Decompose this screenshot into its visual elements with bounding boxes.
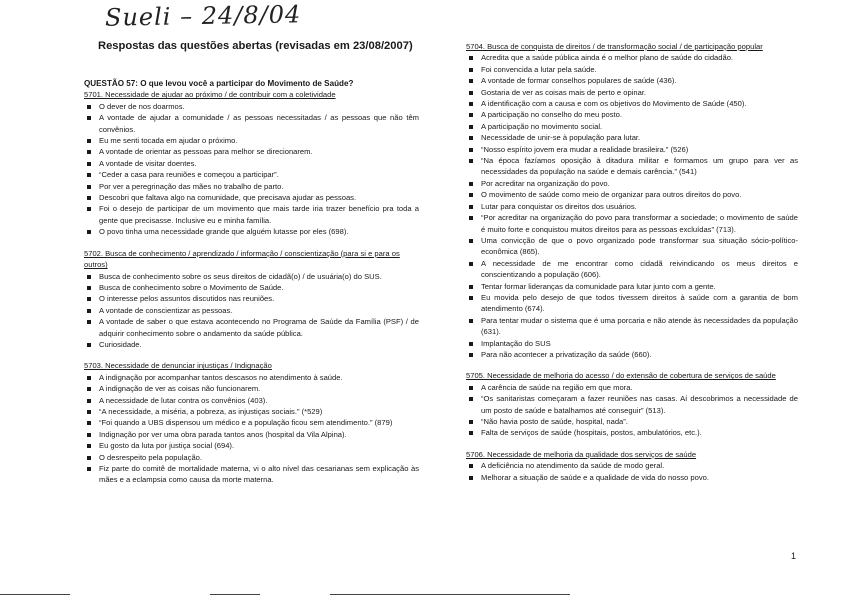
answer-list — [466, 382, 798, 439]
list-item: A participação no conselho do meu posto. — [466, 109, 798, 120]
list-item: Descobri que faltava algo na comunidade, que precisava ajudar as pessoas. — [84, 192, 419, 203]
footer-rule — [330, 594, 570, 595]
page-number: 1 — [791, 551, 797, 561]
scan-footer-lines — [0, 594, 841, 600]
list-item: “Na época fazíamos oposição à ditadura militar e formamos um grupo para ver as necessidades da população na saúde e demais carência.” (541) — [466, 155, 798, 178]
list-item: Para não acontecer a privatização da saúde (660). — [466, 349, 798, 360]
list-item: Por ver a peregrinação das mães no trabalho de parto. — [84, 181, 419, 192]
answer-section — [84, 360, 419, 485]
list-item: “Os sanitaristas começaram a fazer reuniões nas casas. Aí descobrimos a necessidade de um posto de saúde e batalhamos até conseguir” (513). — [466, 393, 798, 416]
list-item: O movimento de saúde como meio de organizar para outros direitos do povo. — [466, 189, 798, 200]
list-item: A identificação com a causa e com os objetivos do Movimento de Saúde (450). — [466, 98, 798, 109]
list-item: A vontade de ajudar a comunidade / as pessoas necessitadas / as pessoas que não têm convênios. — [84, 112, 419, 135]
left-sections — [84, 89, 419, 485]
section-heading: 5703. Necessidade de denunciar injustiças / Indignação — [84, 361, 272, 371]
question-heading: QUESTÃO 57: O que levou você a participar do Movimento de Saúde? — [84, 79, 354, 88]
list-item: O desrespeito pela população. — [84, 452, 419, 463]
list-item: A participação no movimento social. — [466, 121, 798, 132]
list-item: Busca de conhecimento sobre os seus direitos de cidadã(o) / de usuária(o) do SUS. — [84, 271, 419, 282]
list-item: Para tentar mudar o sistema que é uma porcaria e não atende às necessidades da população (631). — [466, 315, 798, 338]
list-item: Busca de conhecimento sobre o Movimento de Saúde. — [84, 282, 419, 293]
list-item: Fiz parte do comitê de mortalidade materna, vi o alto nível das cesarianas sem explicação às mães e a eclampsia como causa da morte materna. — [84, 463, 419, 486]
list-item: A carência de saúde na região em que mora. — [466, 382, 798, 393]
answer-list — [84, 372, 419, 486]
list-item: “Ceder a casa para reuniões e começou a participar”. — [84, 169, 419, 180]
list-item: Foi o desejo de participar de um movimento que mais tarde iria trazer benefício pra toda a gente que precisasse. Inclusive eu e minha família. — [84, 203, 419, 226]
list-item: Eu movida pelo desejo de que todos tivessem direitos à saúde com a garantia de bom atendimento (674). — [466, 292, 798, 315]
list-item: “Por acreditar na organização do povo para transformar a sociedade; o movimento de saúde é muito forte e conquistou muitos direitos para as pessoas excluídas” (713). — [466, 212, 798, 235]
footer-rule — [210, 594, 260, 595]
list-item: A vontade de saber o que estava acontecendo no Programa de Saúde da Família (PSF) / de adquirir conhecimento sobre o andamento da saúde pública. — [84, 316, 419, 339]
list-item: A vontade de visitar doentes. — [84, 158, 419, 169]
section-heading: 5706. Necessidade de melhoria da qualidade dos serviços de saúde — [466, 449, 697, 459]
list-item: A vontade de conscientizar as pessoas. — [84, 305, 419, 316]
answer-list — [84, 101, 419, 238]
list-item: A necessidade de lutar contra os convênios (403). — [84, 395, 419, 406]
list-item: “Não havia posto de saúde, hospital, nada”. — [466, 416, 798, 427]
section-heading: 5705. Necessidade de melhoria do acesso / do extensão de cobertura de serviços de saúde — [466, 371, 776, 381]
right-sections — [466, 41, 798, 483]
list-item: “Foi quando a UBS dispensou um médico e a população ficou sem atendimento.” (879) — [84, 417, 419, 428]
section-heading: 5702. Busca de conhecimento / aprendizado / informação / conscientização (para si e para os outros) — [84, 248, 400, 270]
list-item: Foi convencida a lutar pela saúde. — [466, 64, 798, 75]
answer-list — [466, 460, 798, 483]
list-item: A deficiência no atendimento da saúde de modo geral. — [466, 460, 798, 471]
handwritten-note: Sueli – 24/8/04 — [104, 0, 302, 32]
list-item: Falta de serviços de saúde (hospitais, postos, ambulatórios, etc.). — [466, 427, 798, 438]
list-item: Tentar formar lideranças da comunidade para lutar junto com a gente. — [466, 281, 798, 292]
answer-section — [466, 41, 798, 360]
list-item: A indignação por acompanhar tantos descasos no atendimento à saúde. — [84, 372, 419, 383]
section-heading: 5701. Necessidade de ajudar ao próximo / de contribuir com a coletividade — [84, 90, 336, 100]
section-heading: 5704. Busca de conquista de direitos / de transformação social / de participação popular — [466, 42, 763, 51]
list-item: Acredita que a saúde pública ainda é o melhor plano de saúde do cidadão. — [466, 52, 798, 63]
list-item: Lutar para conquistar os direitos dos usuários. — [466, 201, 798, 212]
answer-list — [84, 271, 419, 351]
list-item: “Nosso espírito jovem era mudar a realidade brasileira.” (526) — [466, 144, 798, 155]
list-item: O povo tinha uma necessidade grande que alguém lutasse por eles (698). — [84, 226, 419, 237]
page-title: Respostas das questões abertas (revisadas em 23/08/2007) — [98, 40, 413, 52]
list-item: Gostaria de ver as coisas mais de perto e opinar. — [466, 87, 798, 98]
answer-list — [466, 52, 798, 360]
answer-section — [84, 89, 419, 237]
answer-section — [466, 370, 798, 438]
list-item: Eu gosto da luta por justiça social (694). — [84, 440, 419, 451]
list-item: Eu me senti tocada em ajudar o próximo. — [84, 135, 419, 146]
left-column — [84, 78, 419, 486]
right-column — [466, 41, 798, 483]
list-item: A vontade de formar conselhos populares de saúde (436). — [466, 75, 798, 86]
list-item: A necessidade de me encontrar como cidadã reivindicando os meus direitos e conscientizando a população (606). — [466, 258, 798, 281]
list-item: Curiosidade. — [84, 339, 419, 350]
list-item: Melhorar a situação de saúde e a qualidade de vida do nosso povo. — [466, 472, 798, 483]
list-item: O interesse pelos assuntos discutidos nas reuniões. — [84, 293, 419, 304]
list-item: A indignação de ver as coisas não funcionarem. — [84, 383, 419, 394]
answer-section — [466, 449, 798, 483]
footer-rule — [0, 594, 70, 595]
list-item: Uma convicção de que o povo organizado pode transformar sua situação sócio-político-econômica (865). — [466, 235, 798, 258]
answer-section — [84, 248, 419, 351]
list-item: Indignação por ver uma obra parada tantos anos (hospital da Vila Alpina). — [84, 429, 419, 440]
list-item: Necessidade de unir-se à população para lutar. — [466, 132, 798, 143]
list-item: “A necessidade, a miséria, a pobreza, as injustiças sociais.” (*529) — [84, 406, 419, 417]
list-item: A vontade de orientar as pessoas para melhor se direcionarem. — [84, 146, 419, 157]
list-item: Por acreditar na organização do povo. — [466, 178, 798, 189]
list-item: O dever de nos doarmos. — [84, 101, 419, 112]
list-item: Implantação do SUS — [466, 338, 798, 349]
